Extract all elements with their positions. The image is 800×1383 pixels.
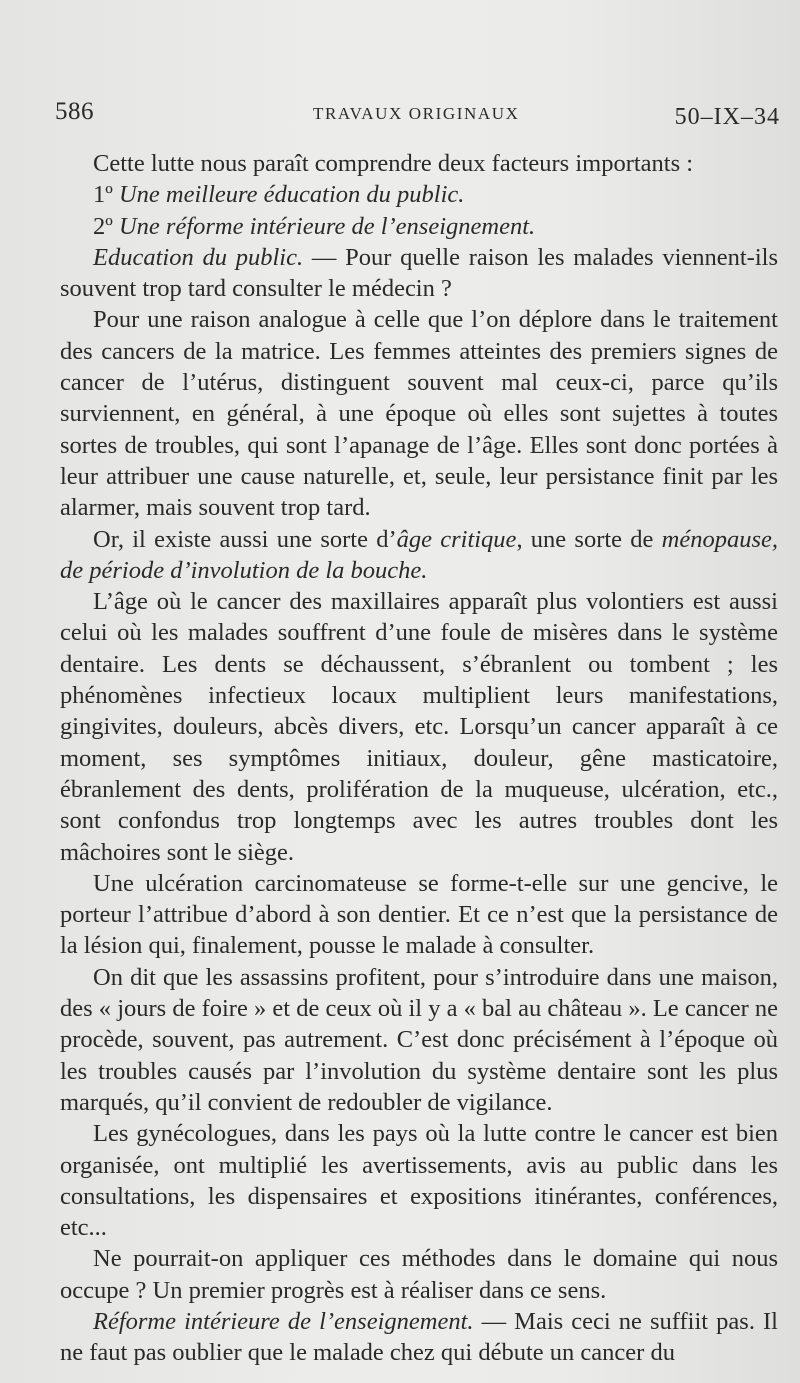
paragraph-age-critique [60,524,778,587]
paragraph: Ne pourrait-on appliquer ces méthodes dans le domaine qui nous occupe ? Un premier progrès est à réaliser dans ce sens. [60,1245,778,1304]
running-title: TRAVAUX ORIGINAUX [313,104,520,123]
section-heading: Education du public. [93,243,304,271]
paragraph: Les gynécologues, dans les pays où la lutte contre le cancer est bien organisée, ont multiplié les avertissements, avis au public dans les consultations, les dispensaires et expositions itinérantes, conférences, etc... [60,1120,778,1242]
list-text: Une meilleure éducation du public. [118,181,465,209]
paragraph: Pour une raison analogue à celle que l’on déplore dans le traitement des cancers de la matrice. Les femmes atteintes des premiers signes de cancer de l’utérus, distinguent souvent mal ceux-ci, parce qu’ils surviennent, en général, à une époque où elles sont sujettes à toutes sortes de troubles, qui sont l’apanage de l’âge. Elles sont donc portées à leur attribuer une cause naturelle, et, seule, leur persistance finit par les alarmer, mais souvent trop tard. [60,306,778,522]
section-heading: Réforme intérieure de l’enseignement. [93,1307,474,1335]
paragraph-text: — Mais ceci ne suffiit pas. Il ne faut pas oublier que le malade chez qui débute un cancer du [60,1307,778,1367]
italic-term: âge critique [396,525,517,553]
paragraph: L’âge où le cancer des maxillaires apparaît plus volontiers est aussi celui où les malades souffrent d’une foule de misères dans le système dentaire. Les dents se déchaussent, s’ébranlent ou tombent ; les phénomènes infectieux locaux multiplient leurs manifestations, gingivites, douleurs, abcès divers, etc. Lorsqu’un cancer apparaît à ce moment, ses symptômes initiaux, douleur, gêne masticatoire, ébranlement des dents, prolifération de la muqueuse, ulcération, etc., sont confondus trop longtemps avec les autres troubles dont les mâchoires sont le siège. [60,588,778,866]
paragraph-text: Or, il existe aussi une sorte d’ [93,525,397,553]
paragraph-intro: Cette lutte nous paraît comprendre deux facteurs importants : [93,150,694,177]
paragraph-education [60,242,778,305]
paragraph-text: — Pour quelle raison les malades viennent-ils souvent trop tard consulter le médecin ? [60,243,778,303]
italic-term: ménopause, de période d’involution de la bouche. [60,525,779,584]
list-number: 2º [93,212,113,240]
paragraph: On dit que les assassins profitent, pour s’introduire dans une maison, des « jours de foire » et de ceux où il y a « bal au château ». Le cancer ne procède, souvent, pas autrement. C’est donc précisément à l’époque où les troubles causés par l’involution du système dentaire sont les plus marqués, qu’il convient de redoubler de vigilance. [60,963,778,1116]
page-number: 586 [55,98,94,125]
list-text: Une réforme intérieure de l’enseignement. [118,212,536,240]
page-header [55,98,780,138]
paragraph-reforme [60,1306,778,1369]
list-number: 1º [93,181,113,209]
paragraph: Une ulcération carcinomateuse se forme-t-elle sur une gencive, le porteur l’attribue d’abord à son dentier. Et ce n’est que la persistance de la lésion qui, finalement, pousse le malade à consulter. [60,869,778,960]
list-item-2 [60,211,778,242]
article-body [60,148,778,1369]
issue-date: 50–IX–34 [674,104,780,130]
paragraph-text: , une sorte de [516,525,662,553]
list-item-1 [60,179,778,210]
